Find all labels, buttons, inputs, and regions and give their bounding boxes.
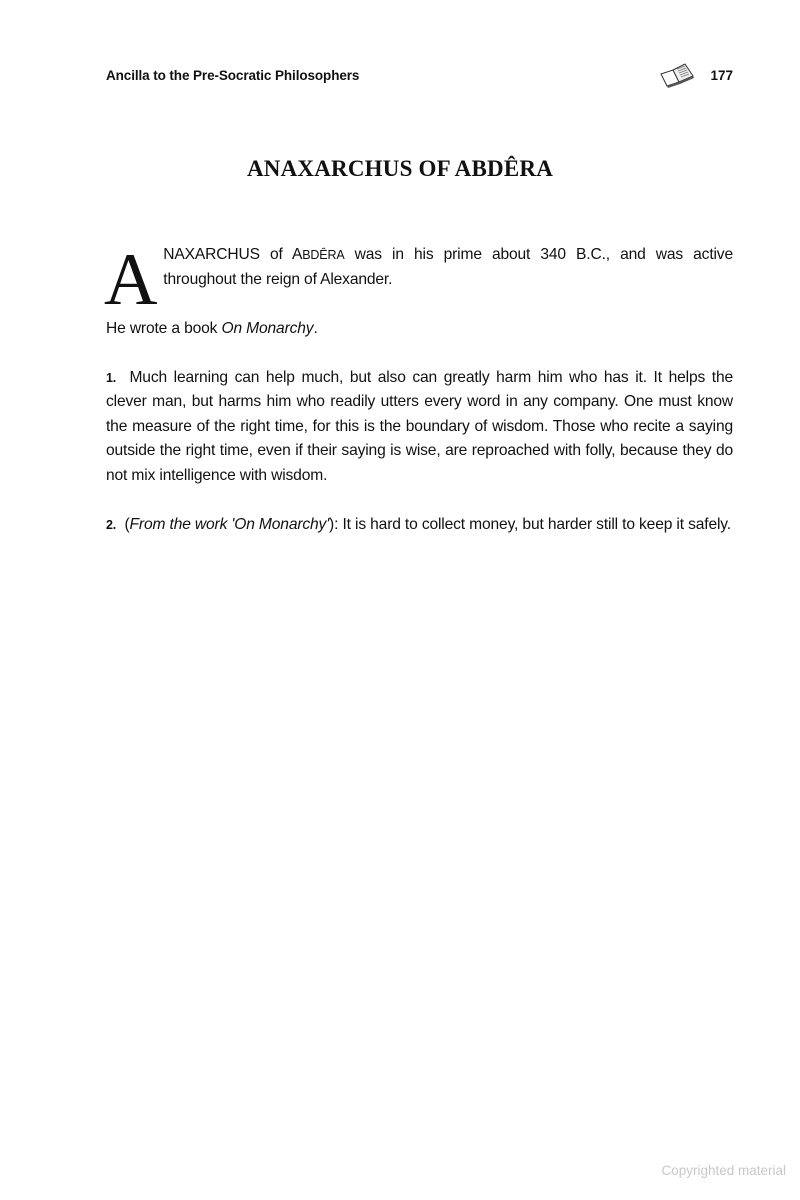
book-line-text: He wrote a book xyxy=(106,319,222,337)
drop-cap: A xyxy=(104,239,158,321)
book-line xyxy=(106,317,733,342)
fragment-number: 1. xyxy=(106,370,117,385)
chapter-title: ANAXARCHUS OF ABDÊRA xyxy=(247,156,553,181)
place-initial: A xyxy=(291,246,303,263)
running-title: Ancilla to the Pre-Socratic Philosophers xyxy=(106,68,360,83)
fragment-number: 2. xyxy=(106,517,117,532)
place-name xyxy=(292,246,345,263)
place-rest: BDÊRA xyxy=(302,248,345,262)
fragment-source: From the work 'On Monarchy' xyxy=(129,515,330,533)
open-book-icon xyxy=(659,62,695,93)
chapter-body xyxy=(104,239,733,562)
fragment-text: It is hard to collect money, but harder still to keep it safely. xyxy=(342,515,731,533)
page-number: 177 xyxy=(710,68,733,83)
paren-open: ( xyxy=(124,515,130,533)
fragment-1 xyxy=(106,366,733,489)
copyright-notice: Copyrighted material xyxy=(661,1163,786,1178)
book-title: On Monarchy xyxy=(221,319,314,337)
intro-lead: NAXARCHUS of xyxy=(163,246,292,263)
fragment-text: Much learning can help much, but also can greatly harm him who has it. It helps the clever man, but harms him who readily utters every word in any company. One must know the measure of the right time, for this is the boundary of wisdom. Those who recite a saying outside the right time, even if their saying is wise, are reproached with folly, because they do not mix intelligence with wisdom. xyxy=(106,368,733,484)
running-header xyxy=(106,68,733,88)
paren-close: ): xyxy=(329,515,343,533)
intro-rest: was in his prime about 340 B.C., and was active throughout the reign of Alexander. xyxy=(163,246,733,288)
book-line-end: . xyxy=(313,319,318,337)
fragment-2 xyxy=(106,513,733,538)
intro-paragraph xyxy=(104,239,733,321)
